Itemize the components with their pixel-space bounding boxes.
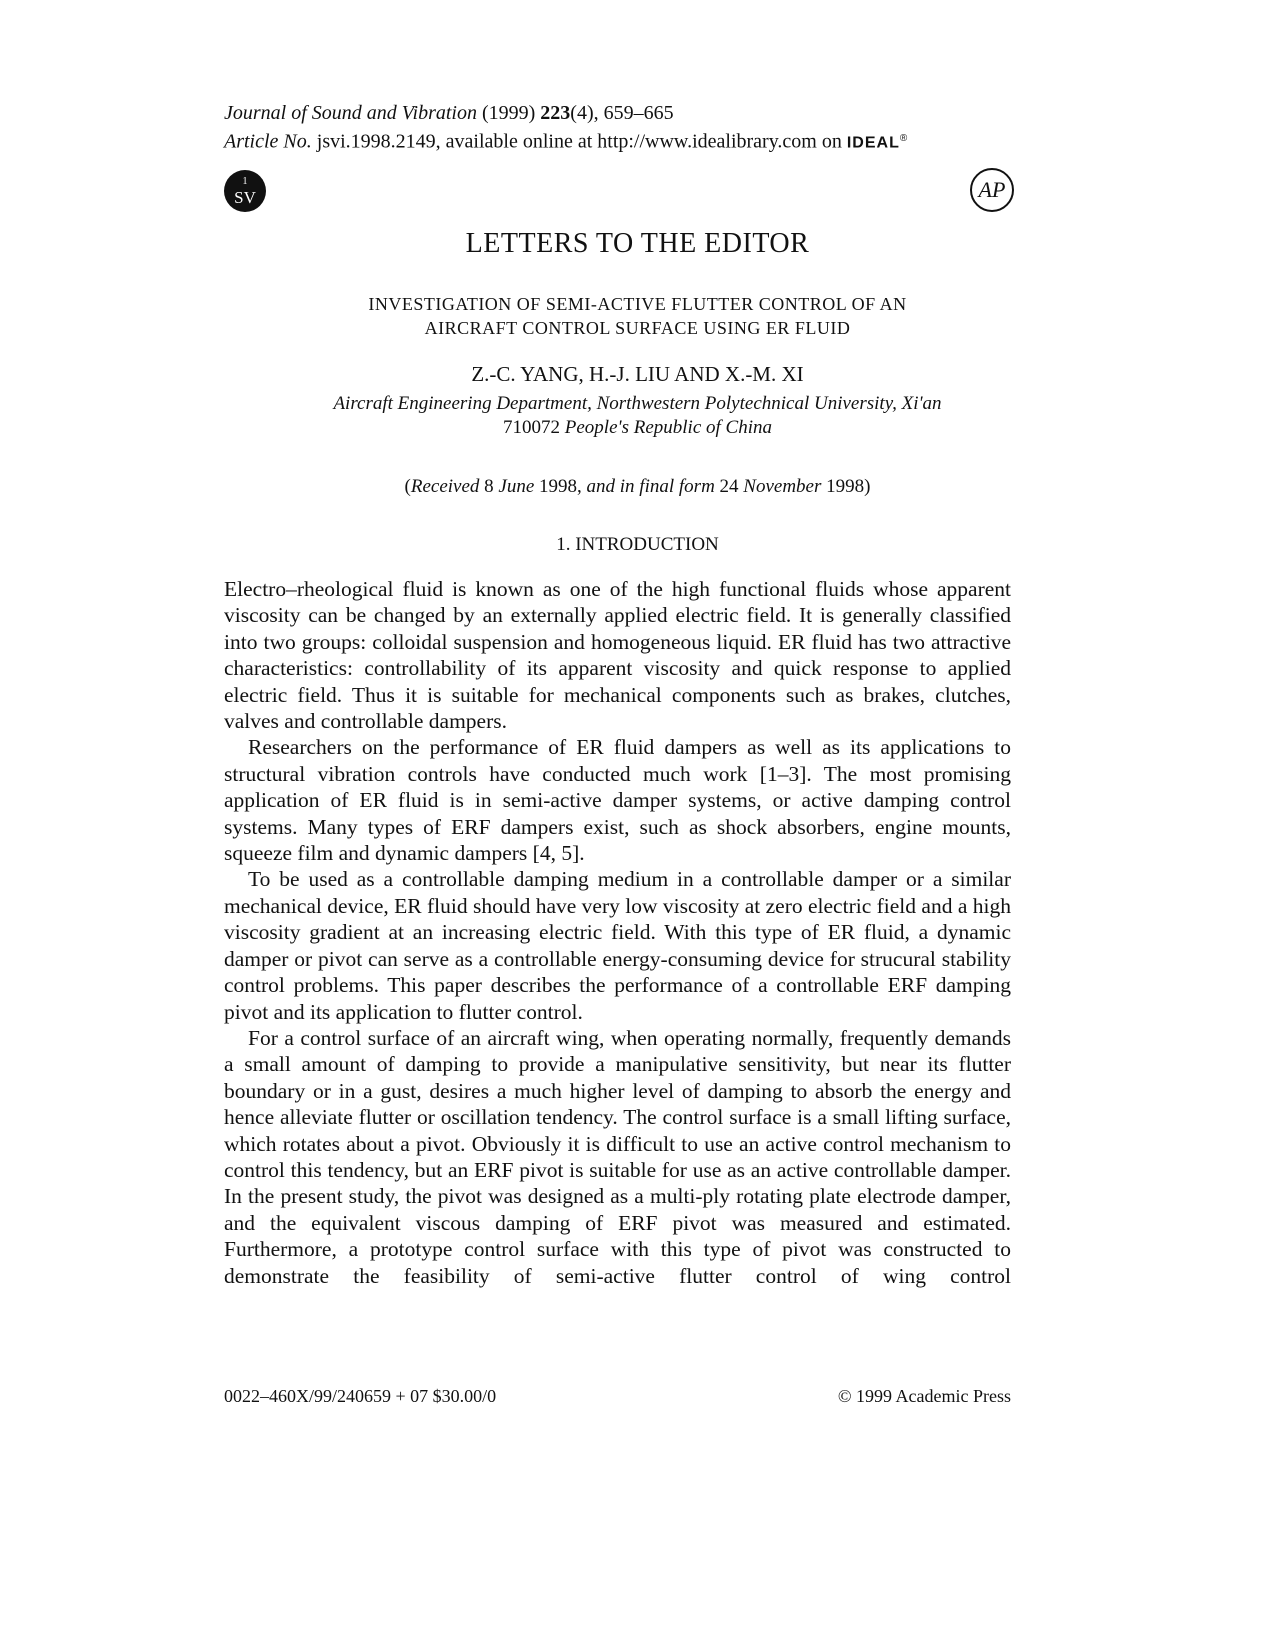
footer-copyright: © 1999 Academic Press (837, 1386, 1011, 1406)
body-text (224, 576, 1011, 1289)
journal-issue-pages: (4), 659–665 (570, 102, 674, 124)
article-title (0, 292, 1275, 340)
page-title: LETTERS TO THE EDITOR (465, 228, 810, 259)
affiliation-line-1: Aircraft Engineering Department, Northwestern Polytechnical University, Xi'an (333, 393, 942, 414)
article-info: jsvi.1998.2149, available online at http://www.idealibrary.com on (316, 130, 842, 153)
article-label: Article No. (224, 130, 312, 153)
affiliation-line-2: 710072 People's Republic of China (503, 417, 772, 438)
sv-logo-icon: 1 SV (224, 170, 266, 212)
paragraph: For a control surface of an aircraft wing, when operating normally, frequently demands a small amount of damping to provide a manipulative sensitivity, but near its flutter boundary or in a gust, desires a much higher level of damping to absorb the energy and hence alleviate flutter or oscillation tendency. The control surface is a small lifting surface, which rotates about a pivot. Obviously it is difficult to use an active control mechanism to control this tendency, but an ERF pivot is suitable for use as an active controllable damper. In the present study, the pivot was designed as a multi-ply rotating plate electrode damper, and the equivalent viscous damping of ERF pivot was measured and estimated. Furthermore, a prototype control surface with this type of pivot was constructed to demonstrate the feasibility of semi-active flutter control of wing control (224, 1025, 1011, 1288)
footer-code: 0022–460X/99/240659 + 07 $30.00/0 (224, 1386, 497, 1406)
affiliation (0, 392, 1275, 440)
journal-volume: 223 (540, 102, 571, 124)
journal-name: Journal of Sound and Vibration (224, 102, 477, 124)
academic-press-logo-icon: AP (970, 168, 1014, 212)
citation-line (224, 100, 1024, 126)
section-heading: 1. INTRODUCTION (556, 534, 719, 555)
journal-header (224, 100, 1024, 156)
journal-year: (1999) (481, 102, 536, 124)
article-title-line-1: INVESTIGATION OF SEMI-ACTIVE FLUTTER CONTROL OF AN (368, 294, 907, 314)
article-title-line-2: AIRCRAFT CONTROL SURFACE USING ER FLUID (424, 318, 851, 338)
paragraph: Researchers on the performance of ER fluid dampers as well as its applications to structural vibration controls have conducted much work [1–3]. The most promising application of ER fluid is in semi-active damper systems, or active damping control systems. Many types of ERF dampers exist, such as shock absorbers, engine mounts, squeeze film and dynamic dampers [4, 5]. (224, 735, 1011, 866)
received-dates: (Received 8 June 1998, and in final form 24 November 1998) (404, 476, 871, 497)
authors: Z.-C. YANG, H.-J. LIU AND X.-M. XI (471, 362, 804, 386)
paragraph: To be used as a controllable damping medium in a controllable damper or a similar mechanical device, ER fluid should have very low viscosity at zero electric field and a high viscosity gradient at an increasing electric field. With this type of ER fluid, a dynamic damper or pivot can serve as a controllable energy-consuming device for strucural stability control problems. This paper describes the performance of a controllable ERF damping pivot and its application to flutter control. (224, 867, 1011, 1024)
paragraph: Electro–rheological fluid is known as one of the high functional fluids whose apparent viscosity can be changed by an externally applied electric field. It is generally classified into two groups: colloidal suspension and homogeneous liquid. ER fluid has two attractive characteristics: controllability of its apparent viscosity and quick response to applied electric field. Thus it is suitable for mechanical components such as brakes, clutches, valves and controllable dampers. (224, 577, 1011, 734)
ideal-logo-icon: IDEAL® (846, 133, 909, 152)
article-line (224, 126, 1024, 156)
